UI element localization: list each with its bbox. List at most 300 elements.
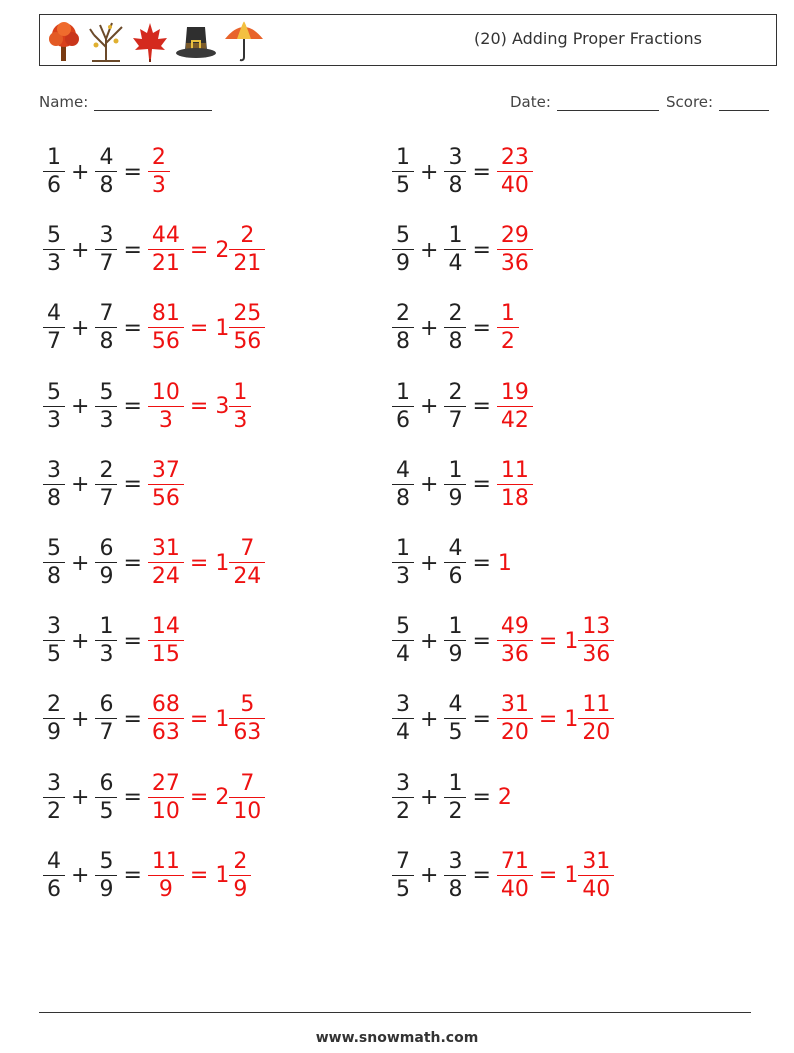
numerator: 13 [582,614,611,640]
denominator: 36 [497,249,533,275]
numerator: 11 [151,848,180,874]
worksheet-title: (20) Adding Proper Fractions [474,29,702,48]
answer [149,147,169,197]
denominator: 40 [497,875,533,901]
fraction-problem [393,691,613,747]
denominator: 3 [95,406,117,432]
date-blank[interactable] [557,96,659,111]
answer-whole: 1 [497,550,512,576]
answer [149,616,183,666]
answer [498,225,532,275]
numerator: 6 [99,692,114,718]
mixed-fraction [231,225,263,275]
plus-sign: + [420,237,439,263]
denominator: 40 [497,171,533,197]
plus-sign: + [71,159,90,185]
denominator: 9 [229,875,251,901]
equals-sign: = [123,628,142,654]
numerator: 2 [448,301,463,327]
answer [498,303,518,353]
answer-fraction [150,457,182,511]
denominator: 7 [95,249,117,275]
denominator: 2 [497,327,519,353]
date-label: Date: [510,93,551,111]
mixed-fraction [580,694,612,744]
addend-fraction [446,538,464,588]
equals-sign: = [189,706,209,732]
addend-fraction [45,538,63,588]
plus-sign: + [71,472,90,498]
numerator: 68 [151,692,180,718]
answer-fraction [499,616,531,666]
fraction-problem [44,613,183,669]
equals-sign: = [472,237,491,263]
addend-fraction [45,147,63,197]
denominator: 10 [229,797,265,823]
numerator: 31 [582,848,611,874]
addend-fraction [394,379,412,433]
numerator: 2 [240,223,255,249]
fraction-problem [393,300,518,356]
numerator: 1 [99,614,114,640]
numerator: 1 [396,145,410,170]
mixed-fraction [231,770,263,824]
numerator: 31 [151,536,180,561]
denominator: 2 [392,797,414,823]
bare-branch-icon [86,19,126,63]
answer-fraction [150,770,182,824]
maple-leaf-icon [130,19,170,63]
numerator: 23 [500,145,529,170]
mixed-whole: 1 [564,706,579,732]
equals-sign: = [189,237,209,263]
plus-sign: + [420,315,439,341]
denominator: 7 [95,718,117,744]
score-blank[interactable] [719,96,769,111]
mixed-whole: 1 [215,863,230,889]
addend-fraction [394,225,412,275]
mixed-whole: 1 [564,628,579,654]
numerator: 1 [500,301,515,327]
fraction-problem [393,457,532,513]
equals-sign: = [472,628,491,654]
date-field[interactable] [510,93,659,111]
mixed-fraction [580,616,612,666]
numerator: 6 [99,536,114,561]
numerator: 3 [47,614,61,640]
numerator: 4 [99,145,114,170]
numerator: 10 [151,379,180,405]
addend-fraction [45,694,63,744]
numerator: 4 [396,457,410,483]
numerator: 44 [151,223,180,249]
answer [149,225,264,275]
addend-fraction [45,770,63,824]
answer-whole: 2 [497,785,512,811]
numerator: 4 [47,301,61,327]
denominator: 18 [497,484,533,510]
numerator: 1 [47,145,61,170]
numerator: 1 [233,379,248,405]
numerator: 5 [47,223,61,249]
denominator: 21 [148,249,184,275]
name-label: Name: [39,93,89,111]
plus-sign: + [420,472,439,498]
numerator: 3 [396,770,410,796]
numerator: 7 [240,770,255,796]
numerator: 31 [500,692,529,718]
numerator: 4 [47,848,61,874]
denominator: 5 [444,718,466,744]
answer [498,551,512,576]
fraction-problem [393,848,613,904]
fraction-problem [393,535,512,591]
equals-sign: = [472,785,491,811]
fraction-problem [393,613,613,669]
plus-sign: + [420,550,439,576]
addend-fraction [45,225,63,275]
fraction-problem [44,770,264,826]
denominator: 3 [95,640,117,666]
footer-site: www.snowmath.com [315,1030,479,1046]
plus-sign: + [420,394,439,420]
numerator: 5 [99,848,114,874]
plus-sign: + [71,237,90,263]
addend-fraction [446,457,464,511]
answer [149,848,250,902]
plus-sign: + [420,628,439,654]
numerator: 3 [99,223,114,249]
equals-sign: = [123,315,142,341]
numerator: 4 [448,536,463,561]
denominator: 24 [148,562,184,588]
numerator: 2 [448,379,463,405]
denominator: 7 [43,327,65,353]
fraction-problem [44,691,264,747]
equals-sign: = [472,315,491,341]
denominator: 8 [43,484,65,510]
mixed-fraction [231,303,263,353]
equals-sign: = [538,706,558,732]
numerator: 3 [448,848,463,874]
addend-fraction [97,379,115,433]
answer-fraction [499,303,517,353]
fraction-problem [393,222,532,278]
numerator: 71 [500,848,529,874]
equals-sign: = [472,863,491,889]
denominator: 24 [229,562,265,588]
denominator: 56 [148,484,184,510]
numerator: 5 [396,614,410,640]
mixed-fraction [231,379,249,433]
addend-fraction [446,616,464,666]
denominator: 6 [43,875,65,901]
numerator: 5 [240,692,255,718]
addend-fraction [45,848,63,902]
denominator: 5 [392,875,414,901]
score-label: Score: [666,93,714,111]
equals-sign: = [123,706,142,732]
denominator: 6 [43,171,65,197]
numerator: 2 [99,457,114,483]
numerator: 1 [448,770,463,796]
numerator: 2 [233,848,248,874]
numerator: 2 [396,301,410,327]
denominator: 6 [392,406,414,432]
denominator: 21 [229,249,265,275]
addend-fraction [446,848,464,902]
answer [149,694,264,744]
plus-sign: + [71,550,90,576]
fraction-problem [44,535,264,591]
answer-fraction [499,457,531,511]
fraction-problem [393,770,512,826]
denominator: 8 [95,327,117,353]
score-field[interactable] [666,93,769,111]
addend-fraction [446,379,464,433]
addend-fraction [45,303,63,353]
addend-fraction [394,538,412,588]
answer [498,616,613,666]
denominator: 9 [95,562,117,588]
numerator: 5 [396,223,410,249]
answer-fraction [150,147,168,197]
denominator: 9 [95,875,117,901]
numerator: 5 [47,379,61,405]
denominator: 56 [229,327,265,353]
numerator: 4 [448,692,463,718]
numerator: 49 [500,614,529,640]
equals-sign: = [123,785,142,811]
numerator: 1 [448,457,463,483]
plus-sign: + [71,315,90,341]
equals-sign: = [189,394,209,420]
umbrella-icon [222,19,266,63]
addend-fraction [394,616,412,666]
answer-fraction [150,538,182,588]
answer-fraction [150,225,182,275]
denominator: 20 [497,718,533,744]
numerator: 1 [448,614,463,640]
answer [498,694,613,744]
equals-sign: = [123,550,142,576]
equals-sign: = [123,394,142,420]
mixed-fraction [580,848,612,902]
denominator: 7 [444,406,466,432]
denominator: 8 [43,562,65,588]
numerator: 3 [47,457,61,483]
addend-fraction [446,303,464,353]
addend-fraction [394,848,412,902]
numerator: 14 [151,614,180,640]
mixed-whole: 3 [215,394,230,420]
numerator: 19 [500,379,529,405]
numerator: 3 [448,145,463,170]
denominator: 9 [392,249,414,275]
numerator: 1 [448,223,463,249]
denominator: 40 [578,875,614,901]
answer [149,457,183,511]
name-blank[interactable] [94,96,212,111]
denominator: 8 [444,171,466,197]
denominator: 9 [148,875,184,901]
addend-fraction [97,848,115,902]
addend-fraction [45,457,63,511]
addend-fraction [394,303,412,353]
denominator: 2 [43,797,65,823]
answer-fraction [150,379,182,433]
denominator: 3 [43,406,65,432]
mixed-whole: 1 [215,706,230,732]
fraction-problem [44,457,183,513]
numerator: 37 [151,457,180,483]
numerator: 5 [47,536,61,561]
addend-fraction [97,538,115,588]
denominator: 3 [148,171,170,197]
denominator: 8 [392,484,414,510]
equals-sign: = [472,472,491,498]
name-field[interactable] [39,93,212,111]
answer-fraction [499,225,531,275]
plus-sign: + [420,863,439,889]
denominator: 63 [229,718,265,744]
denominator: 8 [95,171,117,197]
mixed-whole: 1 [564,863,579,889]
numerator: 3 [47,770,61,796]
denominator: 56 [148,327,184,353]
addend-fraction [45,616,63,666]
equals-sign: = [123,237,142,263]
numerator: 2 [151,145,166,170]
numerator: 27 [151,770,180,796]
fraction-problem [44,222,264,278]
plus-sign: + [71,394,90,420]
mixed-whole: 2 [215,237,230,263]
autumn-tree-icon [46,19,82,63]
answer [498,457,532,511]
answer-fraction [150,303,182,353]
plus-sign: + [420,706,439,732]
plus-sign: + [420,785,439,811]
mixed-fraction [231,848,249,902]
equals-sign: = [472,394,491,420]
addend-fraction [45,379,63,433]
denominator: 2 [444,797,466,823]
addend-fraction [394,694,412,744]
numerator: 6 [99,770,114,796]
numerator: 5 [99,379,114,405]
numerator: 2 [47,692,61,718]
denominator: 15 [148,640,184,666]
fraction-problem [44,379,250,435]
numerator: 11 [582,692,611,718]
denominator: 7 [95,484,117,510]
denominator: 4 [444,249,466,275]
equals-sign: = [538,863,558,889]
denominator: 63 [148,718,184,744]
fraction-problem [44,144,169,200]
fraction-problem [393,144,532,200]
denominator: 8 [444,875,466,901]
answer [498,379,532,433]
denominator: 36 [497,640,533,666]
numerator: 7 [99,301,114,327]
addend-fraction [97,457,115,511]
addend-fraction [394,770,412,824]
denominator: 4 [392,640,414,666]
plus-sign: + [71,863,90,889]
plus-sign: + [420,159,439,185]
mixed-fraction [231,694,263,744]
equals-sign: = [472,706,491,732]
pilgrim-hat-icon [174,19,218,63]
answer-fraction [499,694,531,744]
denominator: 5 [392,171,414,197]
denominator: 5 [43,640,65,666]
denominator: 42 [497,406,533,432]
mixed-whole: 1 [215,315,230,341]
plus-sign: + [71,706,90,732]
worksheet-header [39,14,777,66]
answer-fraction [150,616,182,666]
denominator: 20 [578,718,614,744]
equals-sign: = [189,550,209,576]
addend-fraction [97,770,115,824]
numerator: 3 [396,692,410,718]
denominator: 5 [95,797,117,823]
addend-fraction [97,225,115,275]
denominator: 36 [578,640,614,666]
denominator: 8 [392,327,414,353]
answer [149,303,264,353]
denominator: 10 [148,797,184,823]
equals-sign: = [189,315,209,341]
answer-fraction [499,379,531,433]
addend-fraction [446,147,464,197]
equals-sign: = [123,863,142,889]
numerator: 1 [396,379,410,405]
numerator: 25 [233,301,262,327]
equals-sign: = [123,472,142,498]
numerator: 29 [500,223,529,249]
addend-fraction [394,457,412,511]
mixed-whole: 2 [215,785,230,811]
footer-divider [39,1012,751,1013]
equals-sign: = [472,550,491,576]
numerator: 7 [396,848,410,874]
denominator: 3 [43,249,65,275]
fraction-problem [44,300,264,356]
equals-sign: = [189,785,209,811]
equals-sign: = [123,159,142,185]
plus-sign: + [71,785,90,811]
numerator: 11 [500,457,529,483]
denominator: 3 [148,406,184,432]
denominator: 8 [444,327,466,353]
addend-fraction [446,770,464,824]
denominator: 4 [392,718,414,744]
numerator: 7 [240,536,255,561]
numerator: 1 [396,536,410,561]
numerator: 81 [151,301,180,327]
addend-fraction [97,694,115,744]
answer [149,770,264,824]
equals-sign: = [538,628,558,654]
denominator: 3 [392,562,414,588]
answer [498,147,532,197]
denominator: 9 [444,640,466,666]
answer-fraction [150,694,182,744]
